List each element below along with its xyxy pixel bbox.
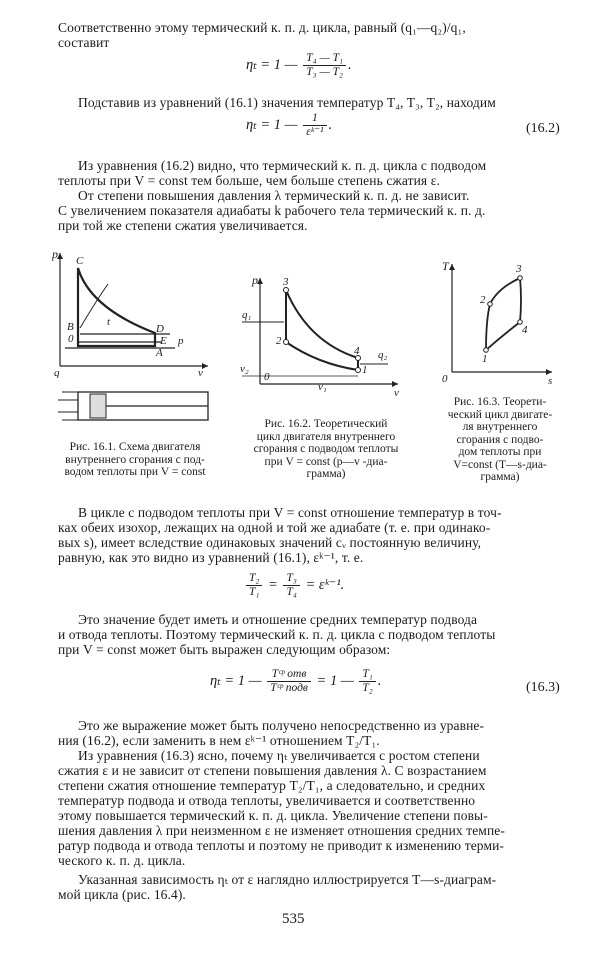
fig1-label: p [52,248,58,261]
text-line: степени сжатия отношение температур T₂/T₁, а следовательно, и средних [58,778,486,793]
fig1-label: A [156,347,163,359]
equation-number-16-3: (16.3) [526,680,560,695]
caption-line: Рис. 16.1. Схема двигателя [69,441,201,453]
figure-16-3-ts-diagram [440,260,560,385]
formula-lhs: ηₜ = 1 — [210,672,262,689]
text-line: Это же выражение может быть получено непосредственно из уравне- [78,718,485,733]
text-line: Из уравнения (16.3) ясно, почему ηₜ увеличивается с ростом степени [78,748,480,763]
fig1-label: E [160,335,167,347]
formula-rhs: = εᵏ⁻¹. [305,576,345,593]
fig1-label: 0 [68,333,74,345]
figure-16-3-caption [432,396,568,484]
caption-line: Рис. 16.3. Теорети- [453,396,547,408]
text-line: С увеличением показателя адиабаты k рабочего тела термический к. п. д. [58,203,486,218]
paragraph-3 [58,158,578,188]
fig2-label: v [394,387,399,399]
text-line: В цикле с подводом теплоты при V = const отношение температур в точ- [78,505,502,520]
equation-number-16-2: (16.2) [526,121,560,136]
caption-line: сгорания с подво- [456,433,544,446]
text-line: сжатия ε и не зависит от степени повышения давления λ. С возрастанием [58,763,487,778]
caption-line: грамма) [306,468,346,480]
fig2-label: 1 [362,364,368,376]
formula-16-3: ηₜ = 1 — $\frac{\text{Tᶜᵖ отв}}{\text{Tᶜᵖ подв}}$ = 1 — $\frac{\text{T₁}}{\text{T₂}}$ . [210,668,382,694]
text-line: равную, как это видно из уравнений (16.1), εᵏ⁻¹, т. е. [58,550,364,565]
fraction [303,112,326,139]
text-line: теплоты при V = const тем больше, чем больше степень сжатия ε. [58,173,440,188]
text-line: составит [58,35,110,50]
fig1-label: t [107,316,111,328]
formula-mid: = 1 — [316,672,354,689]
paragraph-6 [58,612,578,657]
numerator: 1 [303,112,326,126]
text-line: ках обеих изохор, лежащих на одной и той же адиабате (т. е. при одинако- [58,520,491,535]
formula-temperature-ratio: $\frac{\text{T₂}}{\text{T₁}}$ = $\frac{\text{T₃}}{\text{T₄}}$ = εᵏ⁻¹. [244,572,344,599]
text-line: и отвода теплоты. Поэтому термический к. п. д. цикла с подводом теплоты [58,627,496,642]
paragraph-4 [58,188,578,233]
text-line: Соответственно этому термический к. п. д. цикла, равный (q₁—q₂)/q₁, [58,20,466,35]
text-line: температур подвода и отвода теплоты, увеличивается и соответственно [58,793,476,808]
paragraph-9 [58,872,578,902]
fig1-label: D [156,323,164,335]
text-line: при V = const может быть выражен следующим образом: [58,642,391,657]
fig3-label: 2 [480,294,486,306]
denominator: T₃ — T₂ [306,66,343,78]
caption-line: внутреннего сгорания с под- [65,453,205,466]
numerator: T₁ [359,668,375,682]
fig2-label: 4 [354,345,360,357]
numerator: T₂ [246,572,262,586]
text-line: ческого к. п. д. цикла. [58,853,186,868]
caption-line: Рис. 16.2. Теоретический [264,418,388,430]
numerator: T₃ [283,572,299,586]
paragraph-2 [58,95,578,110]
fig1-label: v [198,367,203,378]
text-line: шения давления λ при неизменном ε не изменяет отношения средних темпе- [58,823,505,838]
text-line: Из уравнения (16.2) видно, что термический к. п. д. цикла с подводом [78,158,487,173]
text-line: ратур подвода и отвода теплоты и поэтому не приводит к изменению терми- [58,838,505,853]
paragraph-7 [58,718,578,748]
fraction [359,668,375,695]
text-line: этому повышается термический к. п. д. цикла. Увеличение степени повы- [58,808,488,823]
text-line: мой цикла (рис. 16.4). [58,887,186,902]
fig3-label: 1 [482,353,488,365]
fig3-label: T [442,260,449,273]
figure-16-2-caption [240,418,412,481]
fig3-label: s [548,375,553,385]
fig2-label: v₁ [318,381,327,393]
formula-efficiency-temps: ηₜ = 1 — $\frac{\text{T₄ — T₁}}{\text{T₃ — T₂}}$ . [246,52,352,78]
figure-16-2-pv-diagram [238,272,408,400]
caption-line: ческий цикл двигате- [447,408,553,421]
paragraph-1 [58,20,578,50]
text-line: Указанная зависимость ηₜ от ε наглядно иллюстрируется T—s-диаграм- [78,872,497,887]
engine-cylinder-sketch [50,380,220,432]
denominator: T₂ [362,682,373,694]
fig3-label: 4 [522,324,528,336]
text-line: при той же степени сжатия увеличивается. [58,218,308,233]
fig1-label: p [178,335,184,347]
caption-line: при V = const (p—v -диа- [264,455,388,468]
text-line: Это значение будет иметь и отношение средних температур подвода [78,612,478,627]
paragraph-5 [58,505,578,565]
numerator: Tᶜᵖ отв [267,668,311,682]
caption-line: V=const (T—s-диа- [453,458,547,471]
caption-line: водом теплоты при V = const [64,466,206,478]
fig2-label: v₂ [240,363,249,375]
fig2-label: 0 [264,371,270,383]
fig2-label: 2 [276,335,282,347]
formula-lhs: ηₜ = 1 — [246,116,298,133]
text-line: От степени повышения давления λ термический к. п. д. не зависит. [78,188,470,203]
numerator: T₄ — T₁ [303,52,346,66]
denominator: εᵏ⁻¹ [306,126,324,138]
text-line: вых s), имеет вследствие одинаковых значений cᵥ постоянную величину, [58,535,482,550]
fraction [267,668,311,695]
caption-line: сгорания с подводом теплоты [253,443,399,455]
caption-line: дом теплоты при [458,446,542,458]
fig2-label: q₁ [242,309,252,321]
fig1-label: C [76,255,84,267]
fig2-label: 3 [283,276,289,288]
figure-16-1-caption [60,441,210,479]
fig2-label: q₂ [378,349,388,361]
fig1-label: q [54,367,60,378]
fraction [283,572,299,599]
fraction [246,572,262,599]
figure-16-1-pv-diagram [50,248,220,378]
formula-16-2: ηₜ = 1 — $\frac{1}{\text{εᵏ⁻¹}}$ . [246,112,333,138]
text-line: ния (16.2), если заменить в нем εᵏ⁻¹ отношением T₂/T₁. [58,733,380,748]
fig2-label: p [252,273,258,287]
denominator: T₁ [249,586,260,598]
denominator: Tᶜᵖ подв [270,682,308,694]
text-line: Подставив из уравнений (16.1) значения температур T₄, T₃, T₂, находим [78,95,496,110]
paragraph-8 [58,748,578,868]
caption-line: грамма) [480,471,520,483]
caption-line: ля внутреннего [462,421,538,433]
fig1-label: B [67,321,74,333]
denominator: T₄ [286,586,297,598]
fig3-label: 3 [516,263,522,275]
formula-lhs: ηₜ = 1 — [246,56,298,73]
fraction [303,52,346,79]
caption-line: цикл двигателя внутреннего [256,430,396,443]
page-number: 535 [282,911,305,927]
fig3-label: 0 [442,373,448,385]
